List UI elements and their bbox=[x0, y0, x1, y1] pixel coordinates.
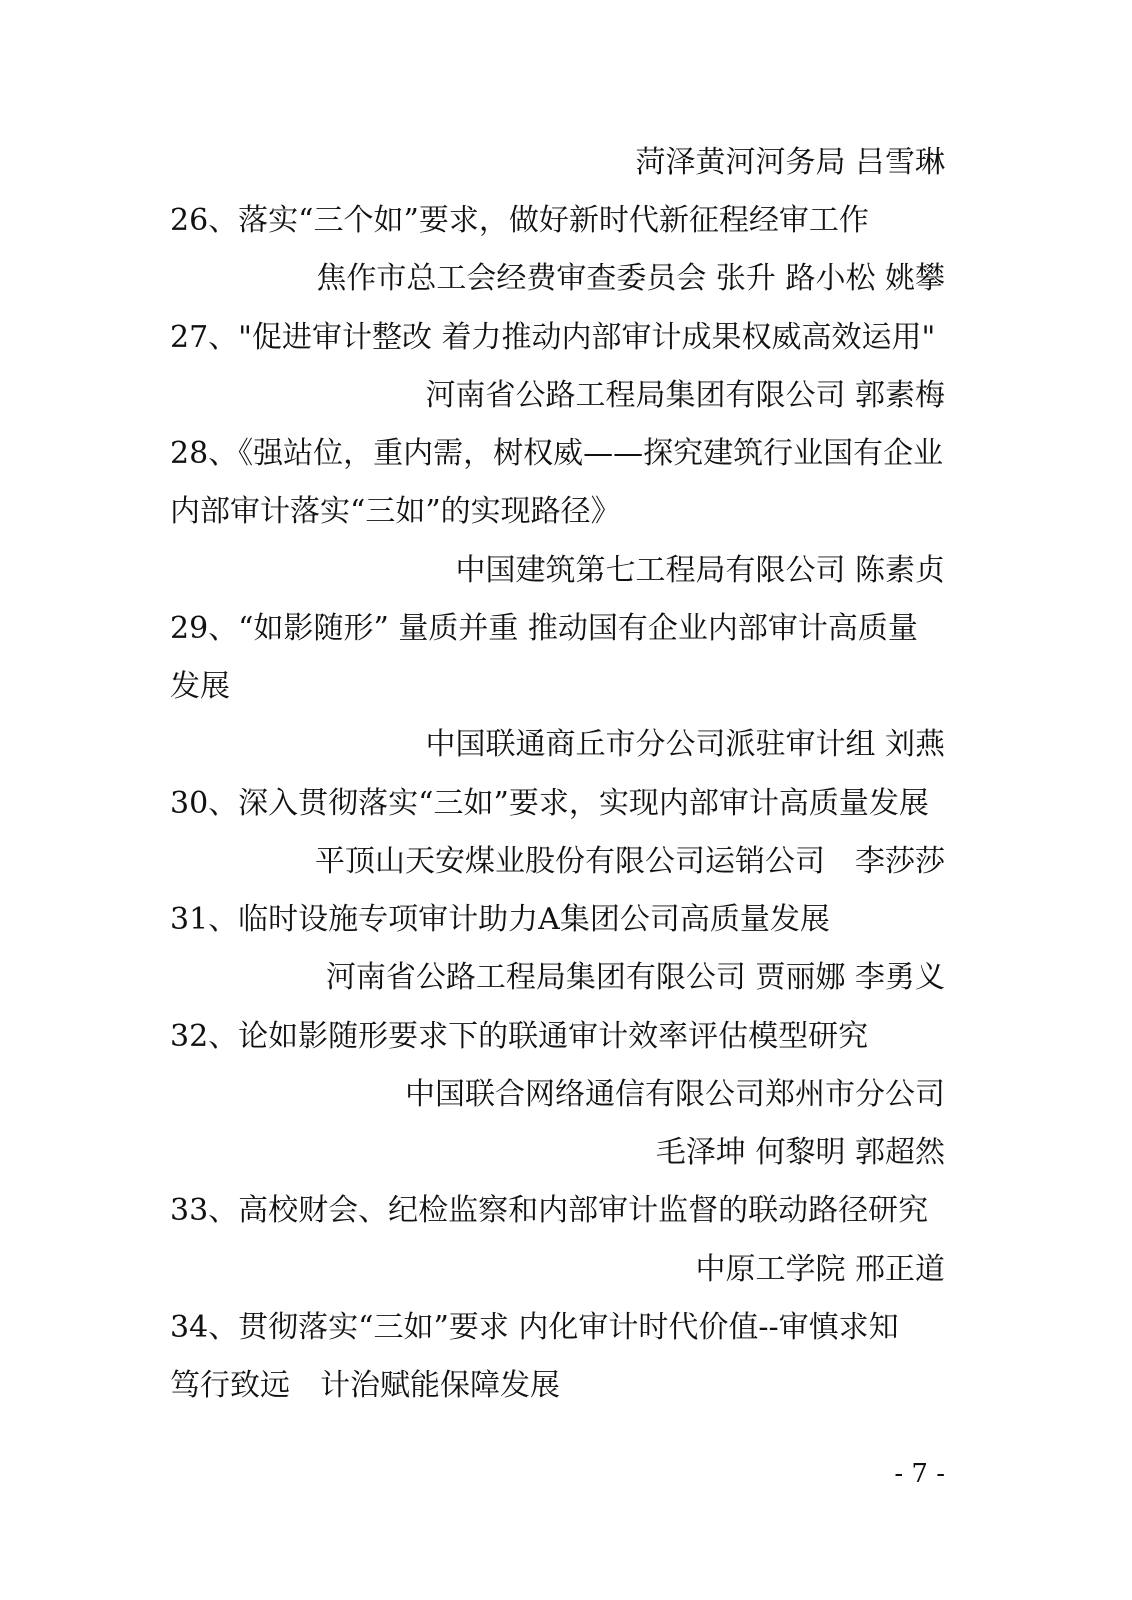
author-line: 中国联合网络通信有限公司郑州市分公司 bbox=[405, 1077, 945, 1112]
entry-title-31: 31、临时设施专项审计助力A集团公司高质量发展 bbox=[170, 902, 830, 937]
entry-title-26: 26、落实“三个如”要求，做好新时代新征程经审工作 bbox=[170, 203, 869, 238]
entry-title-32: 32、论如影随形要求下的联通审计效率评估模型研究 bbox=[170, 1019, 869, 1054]
entry-title-33: 33、高校财会、纪检监察和内部审计监督的联动路径研究 bbox=[170, 1193, 929, 1228]
author-line: 菏泽黄河河务局 吕雪琳 bbox=[635, 145, 945, 180]
entry-title-34: 34、贯彻落实“三如”要求 内化审计时代价值--审慎求知 bbox=[170, 1310, 899, 1345]
page-number: - 7 - bbox=[894, 1459, 945, 1489]
entry-title-34-continued: 笃行致远 计治赋能保障发展 bbox=[170, 1368, 560, 1403]
entry-title-30: 30、深入贯彻落实“三如”要求，实现内部审计高质量发展 bbox=[170, 786, 929, 821]
entry-title-28-continued: 内部审计落实“三如”的实现路径》 bbox=[170, 494, 621, 529]
author-line: 中国联通商丘市分公司派驻审计组 刘燕 bbox=[425, 727, 945, 762]
entry-title-29: 29、“如影随形” 量质并重 推动国有企业内部审计高质量 bbox=[170, 611, 918, 646]
author-line: 河南省公路工程局集团有限公司 郭素梅 bbox=[425, 378, 945, 413]
entry-title-29-continued: 发展 bbox=[170, 669, 230, 704]
author-line: 河南省公路工程局集团有限公司 贾丽娜 李勇义 bbox=[325, 960, 945, 995]
author-line: 中国建筑第七工程局有限公司 陈素贞 bbox=[455, 553, 945, 588]
entry-title-28: 28、《强站位，重内需，树权威——探究建筑行业国有企业 bbox=[170, 436, 944, 471]
entry-title-27: 27、"促进审计整改 着力推动内部审计成果权威高效运用" bbox=[170, 320, 936, 355]
author-line: 中原工学院 邢正道 bbox=[695, 1252, 945, 1287]
author-line: 毛泽坤 何黎明 郭超然 bbox=[655, 1135, 945, 1170]
author-line: 平顶山天安煤业股份有限公司运销公司 李莎莎 bbox=[315, 844, 945, 879]
author-line: 焦作市总工会经费审查委员会 张升 路小松 姚攀 bbox=[316, 261, 945, 296]
